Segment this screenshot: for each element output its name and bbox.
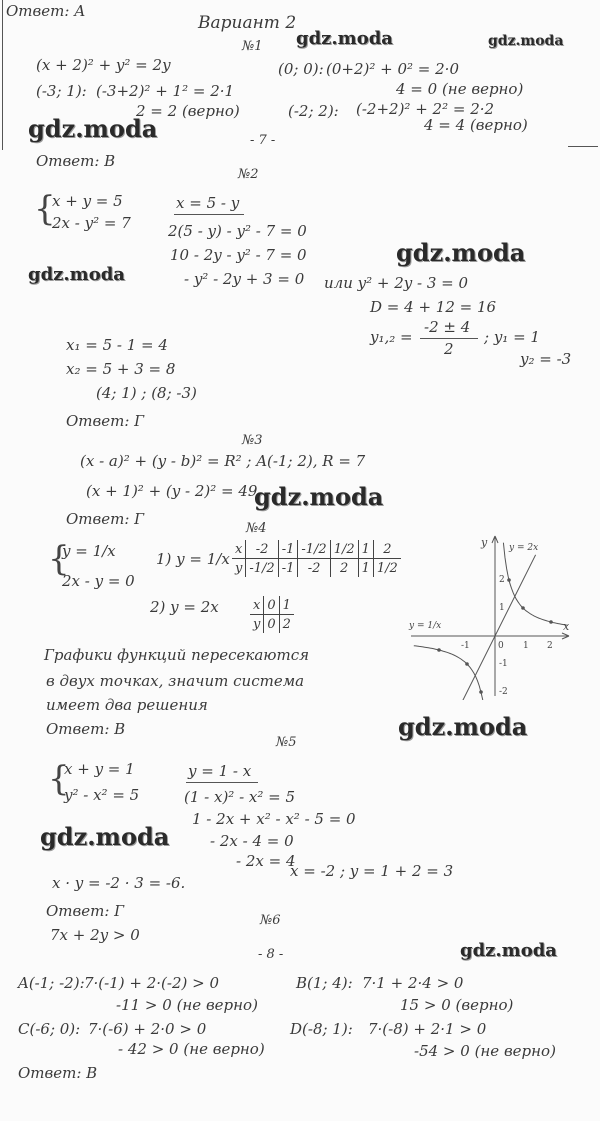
task2-number: №2	[238, 167, 259, 182]
table-cell: -1/2	[246, 559, 278, 578]
task4-text2: в двух точках, значит система	[46, 672, 305, 690]
task2-x1: x₁ = 5 - 1 = 4	[66, 336, 168, 354]
task2-disc: D = 4 + 12 = 16	[370, 298, 497, 316]
table-cell: -1	[278, 540, 298, 559]
tick-label: 1	[499, 603, 505, 613]
task1-equation: (x + 2)² + y² = 2y	[36, 56, 171, 74]
watermark: gdz.moda	[488, 33, 564, 49]
task2-x2: x₂ = 5 + 3 = 8	[66, 360, 176, 378]
task5-line5: x = -2 ; y = 1 + 2 = 3	[290, 862, 454, 880]
task2-sys1: x + y = 5	[52, 192, 123, 210]
tick-label: 2	[499, 575, 505, 585]
task4-text1: Графики функций пересекаются	[44, 646, 310, 664]
table-cell: -1	[278, 559, 298, 578]
graph-point	[549, 620, 553, 624]
variant-title: Вариант 2	[198, 13, 297, 33]
task3-result: (x + 1)² + (y - 2)² = 49	[86, 482, 258, 500]
table-cell: 2	[373, 540, 400, 559]
task5-sys1: x + y = 1	[64, 760, 135, 778]
task3-answer: Ответ: Г	[66, 510, 145, 528]
task2-roots-left: y₁,₂ =	[370, 328, 413, 346]
task6-a-point: A(-1; -2):	[18, 974, 85, 992]
watermark: gdz.moda	[396, 238, 526, 267]
task5-sub: y = 1 - x	[188, 762, 252, 780]
left-margin-line	[2, 0, 3, 150]
task1-check-b-calc: (0+2)² + 0² = 2·0	[326, 60, 459, 78]
task5-number: №5	[276, 735, 297, 750]
task6-b-point: B(1; 4):	[296, 974, 353, 992]
task3-general: (x - a)² + (y - b)² = R² ; A(-1; 2), R = 7	[80, 452, 366, 470]
watermark: gdz.moda	[40, 822, 170, 851]
task2-line2: 10 - 2y - y² - 7 = 0	[170, 246, 307, 264]
fraction-bar	[420, 338, 478, 339]
task5-line4: - 2x = 4	[236, 852, 296, 870]
table-cell: 1/2	[330, 540, 358, 559]
table-cell: 1	[358, 540, 373, 559]
task1-number: №1	[242, 39, 263, 54]
tick-label: -2	[499, 687, 508, 697]
table-cell: y	[253, 616, 261, 632]
task2-sys2: 2x - y² = 7	[52, 214, 131, 232]
y-axis-label: y	[481, 536, 488, 549]
task4-graph	[405, 530, 575, 700]
task5-line3: - 2x - 4 = 0	[210, 832, 294, 850]
watermark: gdz.moda	[254, 482, 384, 511]
watermark: gdz.moda	[398, 712, 528, 741]
table-cell: -1/2	[298, 540, 330, 559]
table-cell: x	[232, 540, 246, 559]
tick-label: 1	[523, 641, 529, 651]
table-cell: 1/2	[373, 559, 400, 578]
page-number-7: - 7 -	[250, 133, 276, 148]
task6-b-result: 15 > 0 (верно)	[400, 996, 514, 1014]
task6-b-calc: 7·1 + 2·4 > 0	[362, 974, 464, 992]
task2-line1: 2(5 - y) - y² - 7 = 0	[168, 222, 307, 240]
task1-check-a-point: (-3; 1):	[36, 82, 87, 100]
task1-check-c-calc: (-2+2)² + 2² = 2·2	[356, 100, 495, 118]
graph-point	[437, 648, 441, 652]
top-answer: Ответ: А	[6, 2, 86, 20]
task6-number: №6	[260, 913, 281, 928]
task1-check-a-calc: (-3+2)² + 1² = 2·1	[96, 82, 235, 100]
tick-label: -1	[461, 641, 470, 651]
task4-sys1: y = 1/x	[62, 542, 116, 560]
task4-number: №4	[246, 521, 267, 536]
task4-table1	[232, 540, 401, 577]
tick-label: -1	[499, 659, 508, 669]
task4-text3: имеет два решения	[46, 696, 208, 714]
origin-label: 0	[498, 641, 504, 651]
task4-f2: 2) y = 2x	[150, 598, 219, 616]
tick-label: 2	[547, 641, 553, 651]
task2-y2: y₂ = -3	[520, 350, 572, 368]
task6-c-calc: 7·(-6) + 2·0 > 0	[88, 1020, 207, 1038]
task2-answer: Ответ: Г	[66, 412, 145, 430]
task6-a-result: -11 > 0 (не верно)	[116, 996, 258, 1014]
task6-c-result: - 42 > 0 (не верно)	[118, 1040, 265, 1058]
table-cell: y	[235, 560, 243, 576]
task2-roots-den: 2	[444, 340, 454, 358]
table-cell: 2	[330, 559, 358, 578]
watermark: gdz.moda	[460, 940, 557, 961]
task5-line2: 1 - 2x + x² - x² - 5 = 0	[192, 810, 356, 828]
task4-answer: Ответ: В	[46, 720, 126, 738]
graph-point	[521, 606, 525, 610]
x-axis-label: x	[563, 620, 570, 633]
table-cell: x	[250, 596, 264, 615]
task3-number: №3	[242, 433, 263, 448]
task5-line1: (1 - x)² - x² = 5	[184, 788, 296, 806]
page-number-8: - 8 -	[258, 947, 284, 962]
task1-check-b-result: 4 = 0 (не верно)	[396, 80, 524, 98]
table-cell: -2	[298, 559, 330, 578]
task6-d-result: -54 > 0 (не верно)	[414, 1042, 556, 1060]
table-cell: -2	[246, 540, 278, 559]
task2-sub: x = 5 - y	[176, 194, 240, 212]
task2-y1: ; y₁ = 1	[484, 328, 540, 346]
watermark: gdz.moda	[28, 264, 125, 285]
task2-pairs: (4; 1) ; (8; -3)	[96, 384, 197, 402]
line-2x	[459, 555, 536, 700]
table-cell: 0	[264, 615, 279, 634]
task6-ineq: 7x + 2y > 0	[50, 926, 140, 944]
task1-check-c-result: 4 = 4 (верно)	[424, 116, 528, 134]
hyperbola-label: y = 1/x	[409, 621, 442, 631]
task5-product: x · y = -2 · 3 = -6.	[52, 874, 186, 892]
task6-d-point: D(-8; 1):	[290, 1020, 353, 1038]
task5-sys2: y² - x² = 5	[64, 786, 140, 804]
watermark: gdz.moda	[296, 28, 393, 49]
table-cell: 0	[264, 596, 279, 615]
task1-check-b-point: (0; 0):	[278, 60, 324, 78]
task6-c-point: C(-6; 0):	[18, 1020, 81, 1038]
task4-sys2: 2x - y = 0	[62, 572, 135, 590]
underline	[174, 214, 244, 215]
task5-answer: Ответ: Г	[46, 902, 125, 920]
task1-check-a-result: 2 = 2 (верно)	[136, 102, 240, 120]
graph-point	[479, 690, 483, 694]
watermark: gdz.moda	[28, 114, 158, 143]
task2-line3: - y² - 2y + 3 = 0	[184, 270, 305, 288]
system-brace: {	[48, 539, 70, 579]
task2-roots-num: -2 ± 4	[424, 318, 471, 336]
task4-table2	[250, 596, 294, 633]
task6-a-calc: 7·(-1) + 2·(-2) > 0	[84, 974, 220, 992]
graph-point	[507, 578, 511, 582]
table-cell: 1	[279, 596, 294, 615]
line-label: y = 2x	[509, 543, 539, 553]
hyperbola-left-branch	[414, 646, 487, 700]
task2-alt: или y² + 2y - 3 = 0	[324, 274, 469, 292]
system-brace: {	[48, 759, 70, 799]
task6-d-calc: 7·(-8) + 2·1 > 0	[368, 1020, 487, 1038]
task6-answer: Ответ: В	[18, 1064, 98, 1082]
underline	[186, 782, 258, 783]
task4-f1: 1) y = 1/x	[156, 550, 230, 568]
graph-point	[465, 662, 469, 666]
system-brace: {	[34, 189, 56, 229]
task1-check-c-point: (-2; 2):	[288, 102, 339, 120]
table-cell: 2	[279, 615, 294, 634]
task1-answer: Ответ: В	[36, 152, 116, 170]
table-cell: 1	[358, 559, 373, 578]
page-break-mark	[568, 146, 598, 147]
